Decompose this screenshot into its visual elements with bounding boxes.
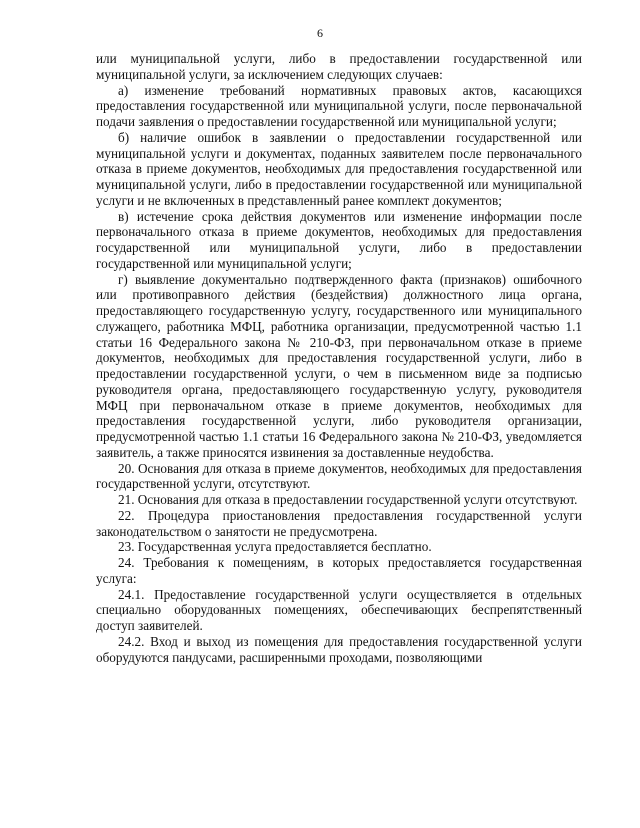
paragraph: а) изменение требований нормативных правовых актов, касающихся предоставления государственной или муниципальной услуги, после первоначальной подачи заявления о предоставлении государственной или муниципальной услуги; <box>96 82 582 129</box>
paragraph: в) истечение срока действия документов или изменение информации после первоначального отказа в приеме документов, необходимых для предоставления государственной или муниципальной услуги, либо в предоставлении государственной или муниципальной услуги; <box>96 208 582 271</box>
paragraph: г) выявление документально подтвержденного факта (признаков) ошибочного или противоправного действия (бездействия) должностного лица органа, предоставляющего государственную услугу, государственного или муниципального служащего, работника МФЦ, работника организации, предусмотренной частью 1.1 статьи 16 Федерального закона № 210-ФЗ, при первоначальном отказе в приеме документов, необходимых для предоставления государственной услуги, либо в предоставлении государственной услуги, о чем в письменном виде за подписью руководителя органа, предоставляющего государственную услугу, руководителя МФЦ при первоначальном отказе в приеме документов, необходимых для предоставления государственной услуги, либо руководителя организации, предусмотренной частью 1.1 статьи 16 Федерального закона № 210-ФЗ, уведомляется заявитель, а также приносятся извинения за доставленные неудобства. <box>96 271 582 460</box>
paragraph: 24.2. Вход и выход из помещения для предоставления государственной услуги оборудуются пандусами, расширенными проходами, позволяющими <box>96 633 582 665</box>
paragraph: б) наличие ошибок в заявлении о предоставлении государственной или муниципальной услуги и документах, поданных заявителем после первоначального отказа в приеме документов, необходимых для предоставления государственной или муниципальной услуги, либо в предоставлении государственной или муниципальной услуги и не включенных в представленный ранее комплект документов; <box>96 129 582 208</box>
paragraph: 23. Государственная услуга предоставляется бесплатно. <box>118 539 432 555</box>
paragraph: 24.1. Предоставление государственной услуги осуществляется в отдельных специально оборудованных помещениях, обеспечивающих беспрепятственный доступ заявителей. <box>96 586 582 633</box>
paragraph: 21. Основания для отказа в предоставлении государственной услуги отсутствуют. <box>118 492 578 507</box>
page-number: 6 <box>317 26 323 40</box>
paragraph: или муниципальной услуги, либо в предоставлении государственной или муниципальной услуги, за исключением следующих случаев: <box>96 51 582 82</box>
paragraph: 24. Требования к помещениям, в которых предоставляется государственная услуга: <box>96 555 582 586</box>
paragraph: 20. Основания для отказа в приеме документов, необходимых для предоставления государственной услуги, отсутствуют. <box>96 460 582 492</box>
paragraph: 22. Процедура приостановления предоставления государственной услуги законодательством о занятости не предусмотрена. <box>96 507 582 539</box>
document-body <box>96 51 582 665</box>
